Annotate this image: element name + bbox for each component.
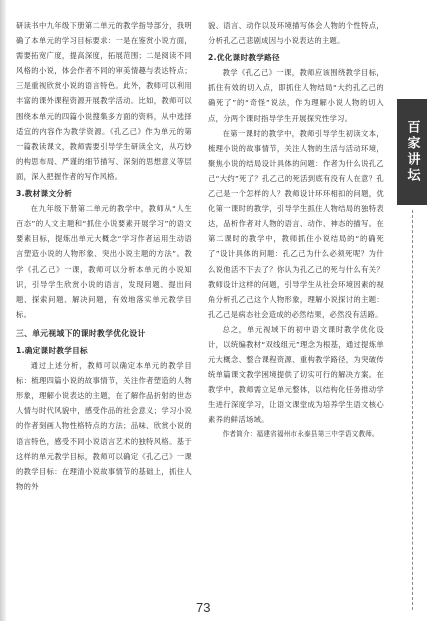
page-edge-shadow xyxy=(0,0,6,621)
author-bio: 作者简介：福建省福州市永泰县第三中学语文教师。 xyxy=(222,429,379,438)
section-tab: 百家讲坛 xyxy=(397,99,427,205)
paragraph: 在九年级下册第二单元的教学中，教师从“人生百态”的人文主题和“抓住小说要素开展学习”的语文要素目标，提炼出单元大概念“学习作者运用生动语言塑造小说的人物形象、突出小说主题的方法”。教学《孔乙己》一课，教师可以分析本单元的小说知识，引导学生欣赏小说的语言，发现问题、提出问题、探索问题、解决问题，有效地落实单元教学目标。 xyxy=(16,204,192,319)
page-number: 73 xyxy=(196,600,211,615)
paragraph: 通过上述分析，教师可以确定本单元的教学目标：梳理四篇小说的故事情节，关注作者塑造的人物形象，理解小说表达的主题，在了解作品折射的世态人情与时代风貌中，感受作品的社会意义；学习小说的作者刻画人物性格特点的方法；品味、欣赏小说的语言特色，感受不同小说语言艺术的独特风格。基于这样的单元教学目标，教师可以确定《孔乙己》一课的教学目标：在理清小说故事情节的基础上，抓住人物的外 xyxy=(16,361,192,491)
right-column xyxy=(208,18,384,441)
subsection-heading: 2.优化课时教学路径 xyxy=(208,53,280,63)
paragraph: 在第一课时的教学中，教师引导学生初读文本，梳理小说的故事情节，关注人物的生活与活动环境，聚焦小说的结局设计具体的问题：作者为什么说孔乙己“大约”死了？孔乙己的死活到底有没有人在意？孔乙己是一个怎样的人？教师设计环环相扣的问题，优化第一课时的教学，引导学生抓住人物结局的独特表达，品析作者对人物的语言、动作、神态的描写。在第二课时的教学中，教师抓住小说结局的“的确死了”设计具体的问题：孔乙己为什么必须死呢？为什么说他活不下去了？你认为孔乙己的死与什么有关？教师设计这样的问题，引导学生从社会环境因素的视角分析孔乙己这个人物形象，理解小说探讨的主题：孔乙己是病态社会造成的必然结果，必然没有活路。 xyxy=(208,128,384,319)
subsection-heading: 1.确定课时教学目标 xyxy=(16,345,88,355)
paragraph: 总之，单元视域下的初中语文课时教学优化设计，以统编教材“双线组元”理念为根基，通过提炼单元大概念、整合课程资源、重构教学路径，为突破传统单篇课文教学困境提供了切实可行的解决方案。在教学中，教师需立足单元整体，以结构化任务推动学生进行深度学习，让语文课堂成为培养学生语文核心素养的鲜活场域。 xyxy=(208,324,384,425)
dashed-divider xyxy=(412,210,413,610)
paragraph: 貌、语言、动作以及环境描写体会人物的个性特点，分析孔乙己悲剧成因与小说表达的主题。 xyxy=(208,21,384,46)
section-heading: 三、单元视域下的课时教学优化设计 xyxy=(16,328,146,338)
section-heading: 3.教材课文分析 xyxy=(16,189,73,199)
paragraph: 研读书中九年级下册第二单元的教学指导部分，我明确了本单元的学习目标要求：一是在鉴赏小说方面，需要拓宽广度，提高深度，拓展范围；二是阅读不同风格的小说，体会作者不同的审美情趣与表达特点；三是重视欣赏小说的语言特色。此外，教师可以利用丰富的课外课程资源开展教学活动。比如，教师可以围绕本单元的四篇小说搜集多方面的资料，从中选择适宜的内容作为教学资源。《孔乙己》作为单元的第一篇教读课文，教师需要引导学生研读全文，从巧妙的构思布局、严谨的细节描写、深刻的思想意义等层面，深入把握作者的写作风格。 xyxy=(16,21,192,181)
paragraph: 教学《孔乙己》一课，教师应该围绕教学目标，抓住有效的切入点，即抓住人物结局“大约孔乙己的确死了”的“奇怪”说法，作为理解小说人物的切入点，分两个课时指导学生开展探究性学习。 xyxy=(208,68,384,123)
left-column xyxy=(16,18,192,494)
